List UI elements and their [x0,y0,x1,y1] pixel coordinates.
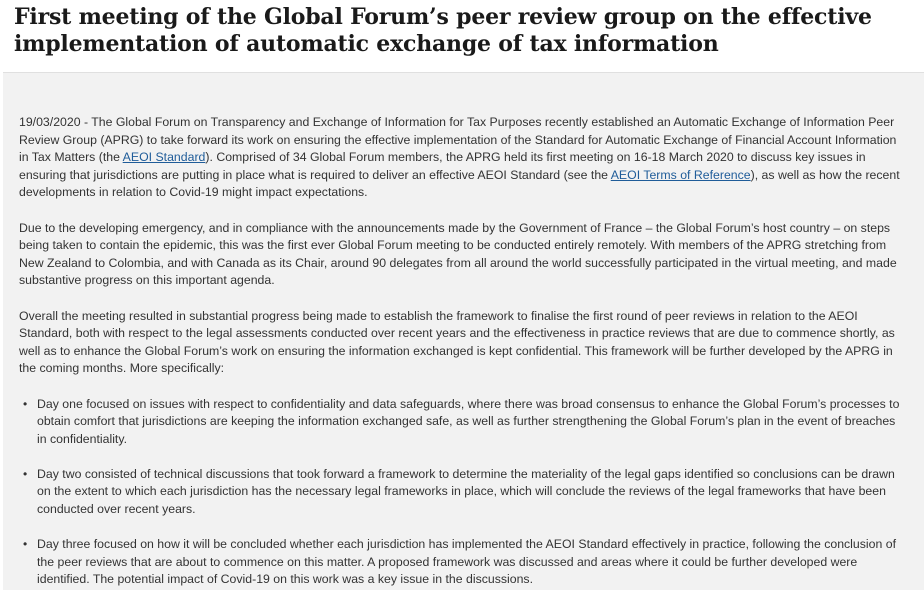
list-item-day-two [23,466,900,519]
intro-text-part-1: 19/03/2020 - The Global Forum on Transparency and Exchange of Information for Tax Purposes recently established an Automatic Exchange of Information Peer Review Group (APRG) to take forward its work on ensuring the effective implementation of the Standard for Automatic Exchange of Financial Account Information in Tax Matters (the [19,115,897,165]
remote-meeting-paragraph: Due to the developing emergency, and in compliance with the announcements made by the Government of France – the Global Forum’s host country – on steps being taken to contain the epidemic, this was the first ever Global Forum meeting to be conducted entirely remotely. With members of the APRG stretching from New Zealand to Colombia, and with Canada as its Chair, around 90 delegates from all around the world successfully participated in the virtual meeting, and made substantive progress on this important agenda. [19,220,897,288]
bullet-icon: • [23,537,28,552]
list-item-day-three [23,536,900,589]
intro-paragraph [19,114,900,202]
day-three-text: Day three focused on how it will be concluded whether each jurisdiction has implemented the AEOI Standard effectively in practice, following the conclusion of the peer reviews that are about to commence on this matter. A proposed framework was discussed and areas where it could be further developed were identified. The potential impact of Covid-19 on this work was a key issue in the discussions. [37,537,896,587]
day-two-text: Day two consisted of technical discussions that took forward a framework to determine the materiality of the legal gaps identified so conclusions can be drawn on the extent to which each jurisdiction has the necessary legal frameworks in place, which will conclude the reviews of the legal frameworks that have been conducted over recent years. [37,466,895,517]
list-item-day-one [23,396,900,449]
overall-progress-paragraph: Overall the meeting resulted in substantial progress being made to establish the framework to finalise the first round of peer reviews in relation to the AEOI Standard, both with respect to the legal assessments conducted over recent years and the effectiveness in practice reviews that are due to commence shortly, as well as to enhance the Global Forum’s work on ensuring the information exchanged is kept confidential. This framework will be further developed by the APRG in the coming months. More specifically: [19,308,895,376]
intro-text-part-2: ). Comprised of 34 Global Forum members, the APRG held its first meeting on 16-18 March 2020 to discuss key issues in ensuring that jurisdictions are putting in place what is required to deliver an effective AEOI Standard (see the [19,150,866,182]
bullet-icon: • [23,396,28,411]
article-body [3,72,924,590]
meeting-days-list [19,396,900,590]
intro-text-part-3: ), as well as how the recent developments in relation to Covid-19 might impact expectations. [19,167,900,200]
page-title: First meeting of the Global Forum’s peer review group on the effective implementation of automatic exchange of tax information [14,4,872,57]
bullet-icon: • [23,466,28,481]
day-one-text: Day one focused on issues with respect to confidentiality and data safeguards, where there was broad consensus to enhance the Global Forum’s processes to obtain comfort that jurisdictions are keeping the information exchanged safe, as well as further strengthening the Global Forum’s plan in the event of breaches in confidentiality. [37,396,900,446]
aeoi-terms-of-reference-link[interactable]: AEOI Terms of Reference [610,167,751,182]
aeoi-standard-link[interactable]: AEOI Standard [122,150,206,165]
